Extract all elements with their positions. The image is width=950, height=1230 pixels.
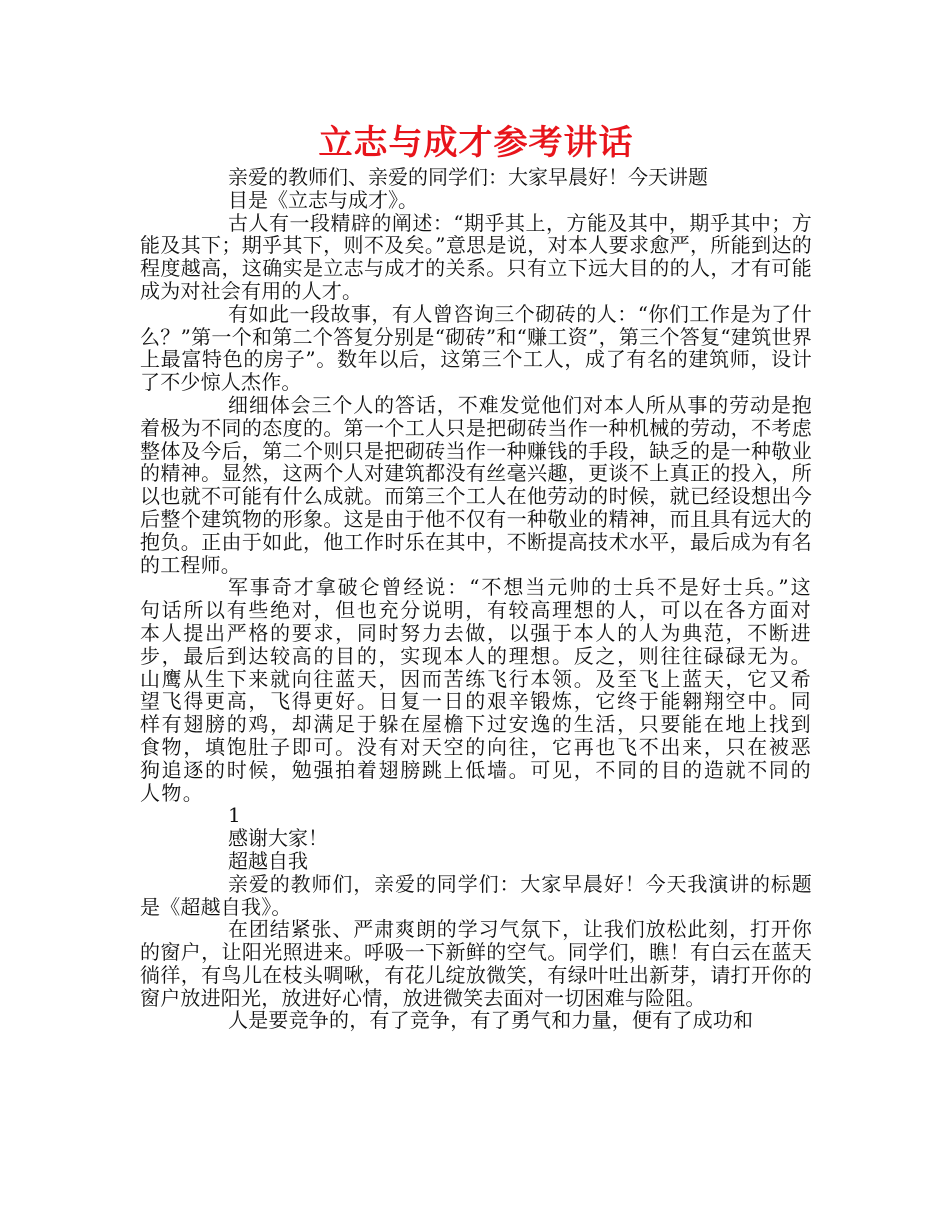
paragraph-bricklayer-story: 有如此一段故事，有人曾咨询三个砌砖的人：“你们工作是为了什么？”第一个和第二个答复分别是“砌砖”和“赚工资”，第三个答复“建筑世界上最富特色的房子”。数年以后，这第三个工人，成了有名的建筑师，设计了不少惊人杰作。 <box>140 301 812 395</box>
second-speech-title: 超越自我 <box>228 848 308 873</box>
document-page <box>140 120 812 1032</box>
paragraph-second-greeting: 亲爱的教师们，亲爱的同学们：大家早晨好！今天我演讲的标题是《超越自我》。 <box>140 871 812 919</box>
document-title: 立志与成才参考讲话 <box>318 123 634 163</box>
page-number: 1 <box>228 803 241 828</box>
paragraph-analysis: 细细体会三个人的答话，不难发觉他们对本人所从事的劳动是抱着极为不同的态度的。第一个工人只是把砌砖当作一种机械的劳动，不考虑整体及今后，第二个则只是把砌砖当作一种赚钱的手段，缺乏的是一种敬业的精神。显然，这两个人对建筑都没有丝毫兴趣，更谈不上真正的投入，所以也就不可能有什么成就。而第三个工人在他劳动的时候，就已经设想出今后整个建筑物的形象。这是由于他不仅有一种敬业的精神，而且具有远大的抱负。正由于如此，他工作时乐在其中，不断提高技术水平，最后成为有名的工程师。 <box>140 392 812 577</box>
greeting-line-1: 亲爱的教师们、亲爱的同学们：大家早晨好！今天讲题 <box>228 165 708 189</box>
paragraph-window: 在团结紧张、严肃爽朗的学习气氛下，让我们放松此刻，打开你的窗户，让阳光照进来。呼吸一下新鲜的空气。同学们，瞧！有白云在蓝天徜徉，有鸟儿在枝头啁啾，有花儿绽放微笑，有绿叶吐出新芽，请打开你的窗户放进阳光，放进好心情，放进微笑去面对一切困难与险阻。 <box>140 917 812 1010</box>
greeting-line-2: 目是《立志与成才》。 <box>228 187 418 212</box>
thanks-line: 感谢大家！ <box>228 826 328 851</box>
paragraph-ancient-saying: 古人有一段精辟的阐述：“期乎其上，方能及其中，期乎其中；方能及其下；期乎其下，则不及矣。”意思是说，对本人要求愈严，所能到达的程度越高，这确实是立志与成才的关系。只有立下远大目的的人，才有可能成为对社会有用的人才。 <box>140 210 812 303</box>
paragraph-napoleon: 军事奇才拿破仑曾经说：“不想当元帅的士兵不是好士兵。”这句话所以有些绝对，但也充分说明，有较高理想的人，可以在各方面对本人提出严格的要求，同时努力去做，以强于本人的人为典范，不断进步，最后到达较高的目的，实现本人的理想。反之，则往往碌碌无为。山鹰从生下来就向往蓝天，因而苦练飞行本领。及至飞上蓝天，它又希望飞得更高，飞得更好。日复一日的艰辛锻炼，它终于能翱翔空中。同样有翅膀的鸡，却满足于躲在屋檐下过安逸的生活，只要能在地上找到食物，填饱肚子即可。没有对天空的向往，它再也飞不出来，只在被恶狗追逐的时候，勉强拍着翅膀跳上低墙。可见，不同的目的造就不同的人物。 <box>140 575 812 805</box>
paragraph-competition: 人是要竞争的，有了竞争，有了勇气和力量，便有了成功和 <box>228 1008 754 1033</box>
